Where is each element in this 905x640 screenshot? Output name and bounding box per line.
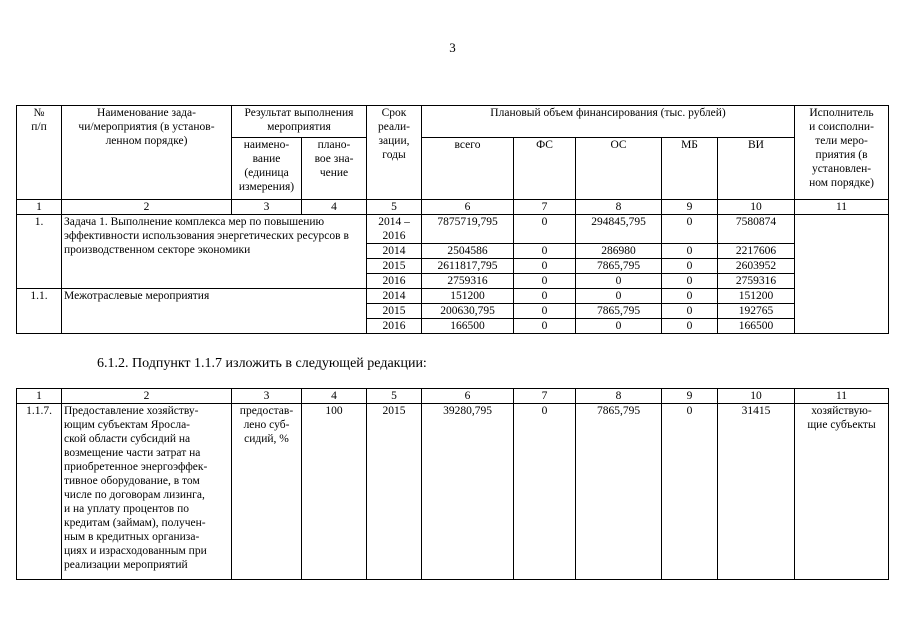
column-number-row: 1 2 3 4 5 6 7 8 9 10 11 — [17, 200, 889, 215]
header-fin-total: всего — [422, 138, 514, 200]
header-result-plan: плано- вое зна- чение — [302, 138, 367, 200]
table-row: 1.1. Межотраслевые мероприятия 2014 151200 0 0 0 151200 — [17, 289, 889, 304]
header-name: Наименование зада- чи/мероприятия (в установ- ленном порядке) — [62, 106, 232, 200]
header-result: Результат выполнения мероприятия — [232, 106, 367, 138]
row-name: Предоставление хозяйству- ющим субъектам Яросла- ской области субсидий на возмещение части затрат на приобретенное энергоэффек- тивное оборудование, в том числе по договорам лизинга, и на уплату процентов по кредитам (займам), получен- ным в кредитных организа- циях и израсходованным при реализации мероприятий — [62, 404, 232, 580]
header-fin-os: ОС — [576, 138, 662, 200]
table-row: 2016 166500 0 0 0 166500 — [17, 319, 889, 334]
table-row: 2014 2504586 0 286980 0 2217606 — [17, 244, 889, 259]
row-result-name: предостав- лено суб- сидий, % — [232, 404, 302, 580]
header-executor: Исполнитель и соисполни- тели меро- приятия (в установлен- ном порядке) — [795, 106, 889, 200]
table-row: 1. Задача 1. Выполнение комплекса мер по повышению эффективности использования энергетических ресурсов в производственном секторе экономики 2014 – 2016 7875719,795 0 294845,795 0 7580874 — [17, 215, 889, 244]
task-num: 1. — [17, 215, 62, 289]
row-executor: хозяйствую- щие субъекты — [795, 404, 889, 580]
financing-table — [16, 105, 889, 334]
page-number: 3 — [449, 40, 456, 55]
amendment-paragraph: 6.1.2. Подпункт 1.1.7 изложить в следующей редакции: — [97, 356, 427, 371]
amendment-table — [16, 388, 889, 580]
header-fin-fs: ФС — [514, 138, 576, 200]
table-row: 2016 2759316 0 0 0 2759316 — [17, 274, 889, 289]
item-name: Межотраслевые мероприятия — [62, 289, 367, 334]
header-financing: Плановый объем финансирования (тыс. рублей) — [422, 106, 795, 138]
row-num: 1.1.7. — [17, 404, 62, 580]
task-name: Задача 1. Выполнение комплекса мер по повышению эффективности использования энергетических ресурсов в производственном секторе экономики — [62, 215, 367, 289]
header-result-name: наимено- вание (единица измерения) — [232, 138, 302, 200]
item-num: 1.1. — [17, 289, 62, 334]
header-term: Срок реали- зации, годы — [367, 106, 422, 200]
row-vi: 31415 — [718, 404, 795, 580]
table-row: 2015 200630,795 0 7865,795 0 192765 — [17, 304, 889, 319]
header-num: № п/п — [17, 106, 62, 200]
row-total: 39280,795 — [422, 404, 514, 580]
table-row — [17, 404, 889, 580]
row-result-value: 100 — [302, 404, 367, 580]
row-year: 2015 — [367, 404, 422, 580]
table-row: 2015 2611817,795 0 7865,795 0 2603952 — [17, 259, 889, 274]
row-mb: 0 — [662, 404, 718, 580]
header-fin-vi: ВИ — [718, 138, 795, 200]
header-fin-mb: МБ — [662, 138, 718, 200]
executor-cell — [795, 215, 889, 334]
row-fs: 0 — [514, 404, 576, 580]
column-number-row: 1 2 3 4 5 6 7 8 9 10 11 — [17, 389, 889, 404]
row-os: 7865,795 — [576, 404, 662, 580]
